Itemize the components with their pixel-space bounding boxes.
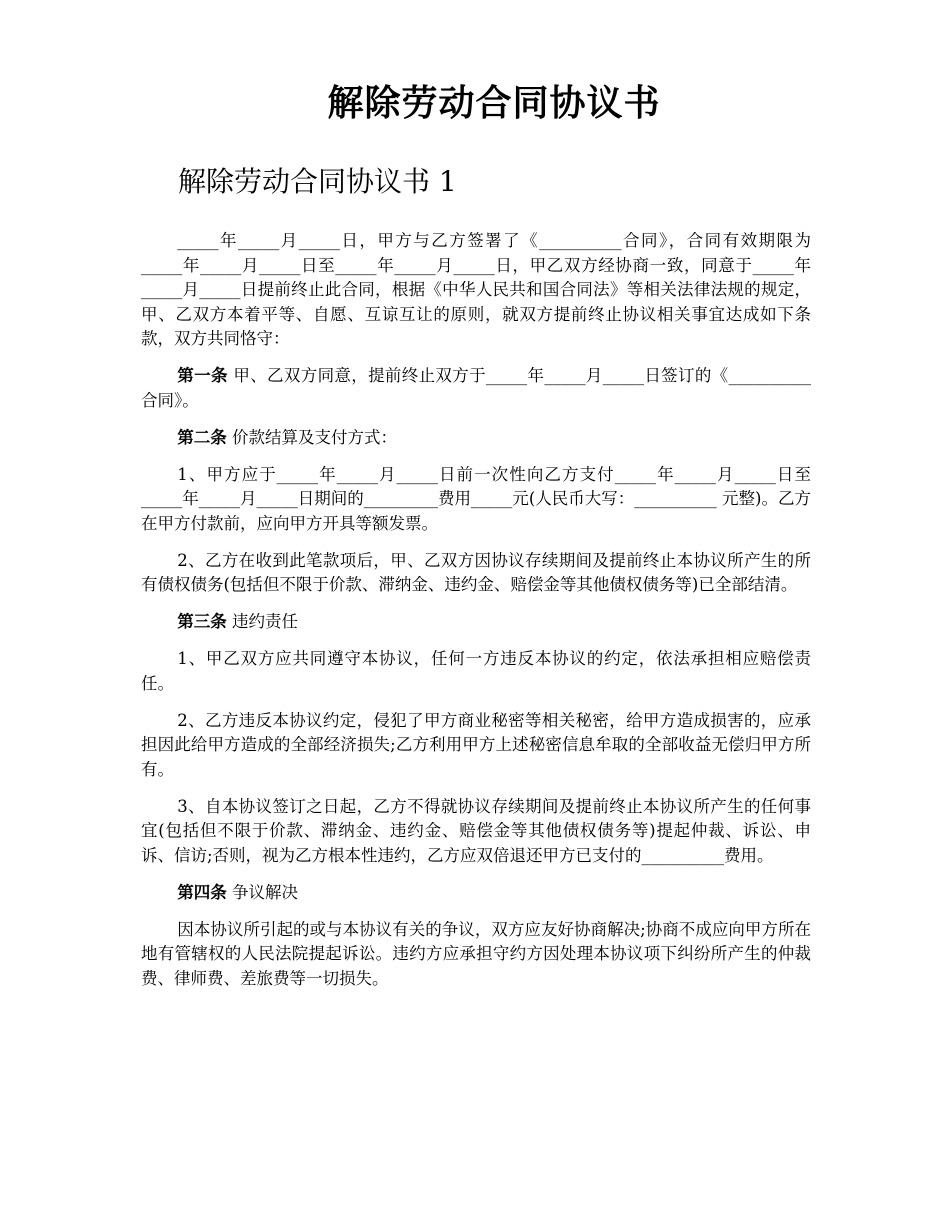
article-heading: 第一条	[177, 366, 228, 385]
document-title: 解除劳动合同协议书	[327, 82, 661, 124]
section-title: 解除劳动合同协议书 1	[178, 165, 457, 198]
paragraph-text: 1、甲乙双方应共同遵守本协议，任何一方违反本协议的约定，依法承担相应赔偿责任。	[141, 649, 811, 693]
paragraph-text: 1、甲方应于_____年_____月_____日前一次性向乙方支付_____年_____月_____日至_____年_____月_____日期间的_________费用_____元(人民币大写：__________ 元整)。乙方在甲方付款前，应向甲方开具等额发票。	[141, 464, 811, 533]
clause-paragraph	[141, 549, 811, 598]
paragraph-text: 2、乙方违反本协议约定，侵犯了甲方商业秘密等相关秘密，给甲方造成损害的，应承担因此给甲方造成的全部经济损失;乙方利用甲方上述秘密信息牟取的全部收益无偿归甲方所有。	[141, 710, 811, 779]
article-heading: 第四条	[177, 882, 227, 902]
paragraph-text: _____年_____月_____日，甲方与乙方签署了《__________合同》，合同有效期限为_____年_____月_____日至_____年_____月_____日，甲乙双方经协商一致，同意于_____年_____月_____日提前终止此合同，根据《中华人民共和国合同法》等相关法律法规的规定，甲、乙双方本着平等、自愿、互谅互让的原则，就双方提前终止协议相关事宜达成如下条款，双方共同恪守：	[141, 231, 811, 348]
preamble-paragraph	[141, 229, 811, 352]
article-1-paragraph	[141, 364, 811, 413]
clause-paragraph	[141, 647, 811, 696]
article-2-paragraph	[141, 426, 811, 451]
article-3-paragraph	[141, 610, 811, 635]
paragraph-text: 甲、乙双方同意，提前终止双方于_____年_____月_____日签订的《__________ 合同》。	[141, 366, 812, 410]
clause-paragraph	[141, 709, 811, 783]
clause-paragraph	[141, 795, 811, 869]
paragraph-text: 3、自本协议签订之日起，乙方不得就协议存续期间及提前终止本协议所产生的任何事宜(包括但不限于价款、滞纳金、违约金、赔偿金等其他债权债务等)提起仲裁、诉讼、申诉、信访;否则，视为乙方根本性违约，乙方应双倍退还甲方已支付的__________费用。	[141, 796, 811, 865]
paragraph-text: 2、乙方在收到此笔款项后，甲、乙双方因协议存续期间及提前终止本协议所产生的所有债权债务(包括但不限于价款、滞纳金、违约金、赔偿金等其他债权债务等)已全部结清。	[141, 550, 811, 594]
article-heading: 第二条	[177, 427, 227, 447]
article-4-paragraph	[141, 881, 811, 906]
paragraph-text: 争议解决	[226, 882, 299, 902]
document-body	[141, 229, 811, 1004]
article-heading: 第三条	[177, 612, 227, 631]
clause-paragraph	[141, 918, 811, 992]
paragraph-text: 违约责任	[226, 612, 299, 631]
paragraph-text: 价款结算及支付方式：	[226, 427, 398, 447]
clause-paragraph	[141, 463, 811, 537]
paragraph-text: 因本协议所引起的或与本协议有关的争议，双方应友好协商解决;协商不成应向甲方所在地有管辖权的人民法院提起诉讼。违约方应承担守约方因处理本协议项下纠纷所产生的仲裁费、律师费、差旅费等一切损失。	[141, 919, 811, 988]
